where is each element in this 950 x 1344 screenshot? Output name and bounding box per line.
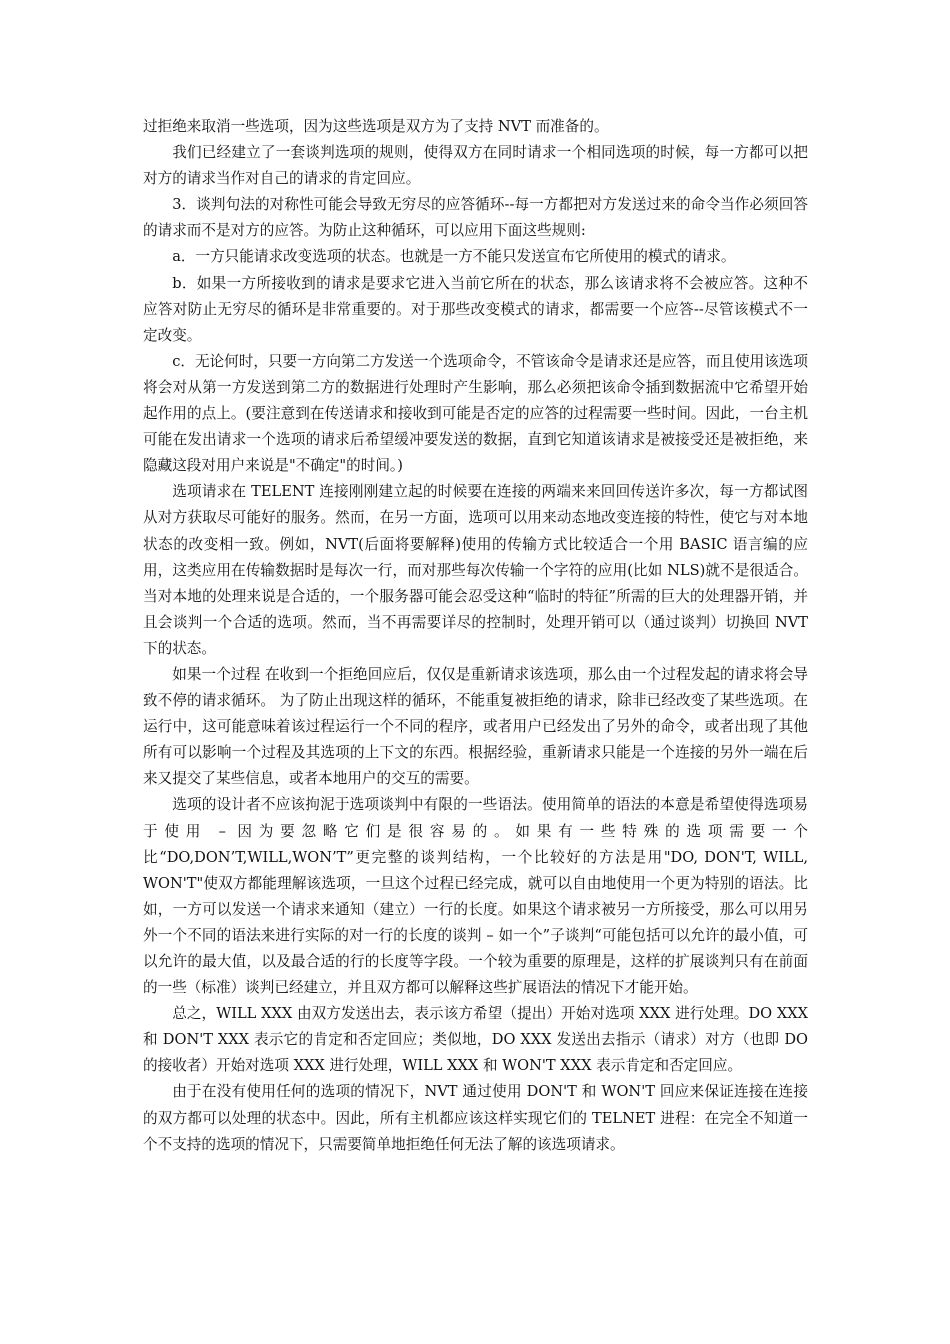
paragraph: c．无论何时，只要一方向第二方发送一个选项命令，不管该命令是请求还是应答，而且使用该选项将会对从第一方发送到第二方的数据进行处理时产生影响，那么必须把该命令插到数据流中它希望开始起作用的点上。(要注意到在传送请求和接收到可能是否定的应答的过程需要一些时间。因此，一台主机可能在发出请求一个选项的请求后希望缓冲要发送的数据，直到它知道该请求是被接受还是被拒绝，来隐藏这段对用户来说是"不确定"的时间。) [143,352,808,475]
paragraph: 选项请求在 TELENT 连接刚刚建立起的时候要在连接的两端来来回回传送许多次，每一方都试图从对方获取尽可能好的服务。然而，在另一方面，选项可以用来动态地改变连接的特性，使它与对本地状态的改变相一致。例如，NVT(后面将要解释)使用的传输方式比较适合一个用 BASIC 语言编的应用，这类应用在传输数据时是每次一行，而对那些每次传输一个字符的应用(比如 NLS)就不是很适合。当对本地的处理来说是合适的，一个服务器可能会忍受这种“临时的特征”所需的巨大的处理器开销，并且会谈判一个合适的选项。然而，当不再需要详尽的控制时，处理开销可以（通过谈判）切换回 NVT 下的状态。 [143,483,808,657]
paragraph: b．如果一方所接收到的请求是要求它进入当前它所在的状态，那么该请求将不会被应答。这种不应答对防止无穷尽的循环是非常重要的。对于那些改变模式的请求，都需要一个应答--尽管该模式不一定改变。 [143,274,808,344]
paragraph: 我们已经建立了一套谈判选项的规则，使得双方在同时请求一个相同选项的时候，每一方都可以把对方的请求当作对自己的请求的肯定回应。 [143,144,808,188]
paragraph: 如果一个过程 在收到一个拒绝回应后，仅仅是重新请求该选项，那么由一个过程发起的请求将会导致不停的请求循环。 为了防止出现这样的循环，不能重复被拒绝的请求，除非已经改变了某些选项。在运行中，这可能意味着该过程运行一个不同的程序，或者用户已经发出了另外的命令，或者出现了其他所有可以影响一个过程及其选项的上下文的东西。根据经验，重新请求只能是一个连接的另外一端在后来又提交了某些信息，或者本地用户的交互的需要。 [143,665,808,788]
paragraph: 由于在没有使用任何的选项的情况下，NVT 通过使用 DON'T 和 WON'T 回应来保证连接在连接的双方都可以处理的状态中。因此，所有主机都应该这样实现它们的 TELNET 进程：在完全不知道一个不支持的选项的情况下，只需要简单地拒绝任何无法了解的该选项请求。 [143,1083,808,1153]
paragraph: a．一方只能请求改变选项的状态。也就是一方不能只发送宣布它所使用的模式的请求。 [172,248,736,266]
paragraph: 总之，WILL XXX 由双方发送出去，表示该方希望（提出）开始对选项 XXX 进行处理。DO XXX 和 DON'T XXX 表示它的肯定和否定回应；类似地，DO XXX 发送出去指示（请求）对方（也即 DO 的接收者）开始对选项 XXX 进行处理，WILL XXX 和 WON'T XXX 表示肯定和否定回应。 [143,1005,808,1075]
paragraph: 3．谈判句法的对称性可能会导致无穷尽的应答循环--每一方都把对方发送过来的命令当作必须回答的请求而不是对方的应答。为防止这种循环，可以应用下面这些规则: [143,196,808,240]
paragraph: 过拒绝来取消一些选项，因为这些选项是双方为了支持 NVT 而准备的。 [143,118,609,135]
document-page [143,114,808,1158]
paragraph: 选项的设计者不应该拘泥于选项谈判中有限的一些语法。使用简单的语法的本意是希望使得选项易于使用 – 因为要忽略它们是很容易的。如果有一些特殊的选项需要一个比“DO,DON’T,WILL,WON’T”更完整的谈判结构，一个比较好的方法是用"DO, DON'T, WILL, WON'T"使双方都能理解该选项，一旦这个过程已经完成，就可以自由地使用一个更为特别的语法。比如，一方可以发送一个请求来通知（建立）一行的长度。如果这个请求被另一方所接受，那么可以用另外一个不同的语法来进行实际的对一行的长度的谈判 – 如一个”子谈判“可能包括可以允许的最小值，可以允许的最大值，以及最合适的行的长度等字段。一个较为重要的原理是，这样的扩展谈判只有在前面的一些（标准）谈判已经建立，并且双方都可以解释这些扩展语法的情况下才能开始。 [143,796,808,997]
